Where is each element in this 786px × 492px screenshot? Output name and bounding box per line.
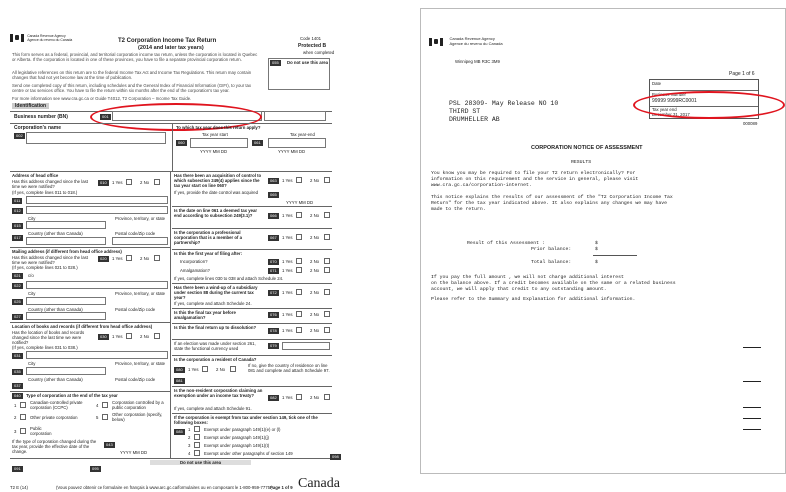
final-return-question: Is this the final return up to dissolution? [174, 325, 257, 330]
acquisition-yes-checkbox[interactable] [296, 177, 302, 183]
mailing-postal-label: Postal code/Zip code [115, 307, 156, 312]
deemed-no-label: 2 No [310, 213, 320, 218]
final-return-no-label: 2 No [310, 328, 320, 333]
noa-bn-value: 99999 9999RC0001 [652, 98, 697, 104]
incorporation-no-checkbox[interactable] [324, 258, 330, 264]
head-office-province-label: Province, territory, or state [115, 216, 166, 221]
deemed-yes-label: 1 Yes [282, 213, 293, 218]
code-072: 072 [270, 290, 277, 295]
final-amal-no-label: 2 No [310, 312, 320, 317]
head-office-question: Has this address changed since the last time we were notified? [12, 179, 88, 189]
type-change-date-format: YYYY MM DD [120, 450, 148, 455]
exempt-2-num: 2 [188, 435, 191, 440]
deemed-yes-checkbox[interactable] [296, 212, 302, 218]
code-095: 095 [92, 466, 99, 471]
incorporation-no-label: 2 No [310, 259, 320, 264]
head-office-postal-field[interactable] [112, 237, 168, 245]
acquisition-question: Has there been an acquisition of control to which subsection 249(4) applies since the tax year start on line 060? [174, 173, 262, 188]
noa-addressee-line-3: DRUMHELLER AB [449, 116, 500, 123]
code-091: 091 [14, 466, 21, 471]
t2-subtitle: (2014 and later tax years) [138, 45, 204, 51]
resident-no-label: 2 No [216, 367, 226, 372]
professional-yes-label: 1 Yes [282, 235, 293, 240]
exempt-1-num: 1 [188, 427, 191, 432]
exempt-3-num: 3 [188, 443, 191, 448]
head-office-heading: Address of head office [12, 173, 59, 178]
head-office-city-field[interactable] [26, 221, 106, 229]
mailing-province-label: Province, territory, or state [115, 291, 166, 296]
code-082: 082 [270, 395, 277, 400]
notice-of-assessment-page [420, 8, 786, 474]
canada-flag-icon [10, 34, 24, 42]
incorporation-yes-label: 1 Yes [282, 259, 293, 264]
code-071: 071 [270, 268, 277, 273]
other-corp-label: Other corporation (specify, below) [112, 412, 163, 422]
noa-para3-line-1: If you pay the full amount , we will not charge additional interest [431, 275, 624, 280]
books-note: (If yes, complete lines 031 to 038.) [12, 345, 78, 350]
head-office-line-011[interactable] [26, 196, 168, 204]
head-office-yes-label: 1 Yes [112, 180, 123, 185]
books-city-field[interactable] [26, 367, 106, 375]
when-completed-label: when completed [303, 50, 335, 55]
form-code: Code 1401 [300, 36, 322, 41]
final-amal-yes-checkbox[interactable] [296, 311, 302, 317]
noa-addressee-line-2: THIRD ST [449, 108, 481, 115]
canada-wordmark: Canada [298, 476, 340, 491]
type-1-num: 1 [14, 403, 17, 408]
mailing-no-checkbox[interactable] [154, 255, 160, 261]
exempt-4-checkbox[interactable] [194, 450, 200, 456]
noa-paragraph-refer: Please refer to the Summary and Explanation for additional information. [431, 297, 636, 302]
other-private-checkbox[interactable] [20, 414, 26, 420]
professional-no-checkbox[interactable] [324, 234, 330, 240]
code-067: 067 [270, 235, 277, 240]
do-not-use-area [268, 58, 330, 90]
exempt-question: If the corporation is exempt from tax under section 149, tick one of the following boxes: [174, 415, 318, 425]
books-yes-checkbox[interactable] [126, 333, 132, 339]
amalgamation-yes-checkbox[interactable] [296, 267, 302, 273]
head-office-country-field[interactable] [26, 237, 106, 245]
noa-total-dollar: $ [595, 260, 598, 265]
nonresident-no-label: 2 No [310, 395, 320, 400]
code-063: 063 [270, 178, 277, 183]
corporation-name-label: Corporation's name [14, 125, 62, 131]
care-of-label: c/o [28, 273, 34, 278]
margin-mark-4 [743, 418, 761, 419]
mailing-country-label: Country (other than Canada) [28, 307, 83, 312]
noa-results-heading: RESULTS [571, 160, 592, 165]
noa-page-number: Page 1 of 6 [729, 71, 755, 77]
code-025: 025 [14, 299, 21, 304]
code-011: 011 [14, 198, 21, 203]
footer-page-number: Page 1 of 9 [270, 485, 293, 490]
tax-year-start-label: Tax year start [202, 132, 228, 137]
mailing-no-label: 2 No [140, 256, 150, 261]
professional-no-label: 2 No [310, 235, 320, 240]
t2-form-page [0, 22, 342, 491]
head-office-postal-label: Postal code/Zip code [115, 231, 156, 236]
code-065: 065 [270, 192, 277, 197]
business-number-suffix-field[interactable] [264, 111, 326, 121]
noa-date-label: Date [652, 81, 662, 86]
resident-yes-checkbox[interactable] [202, 366, 208, 372]
tax-year-end-field[interactable] [268, 138, 326, 148]
books-country-label: Country (other than Canada) [28, 377, 83, 382]
margin-mark-1 [743, 347, 761, 348]
mailing-country-field[interactable] [26, 312, 106, 320]
do-not-use-label: Do not use this area [287, 60, 329, 65]
noa-agency-en: Canada Revenue Agency [449, 36, 495, 42]
identification-heading: Identification [12, 103, 49, 109]
windup-question: Has there been a wind-up of a subsidiary under section 88 during the current tax year? [174, 285, 258, 300]
head-office-city-label: City [28, 216, 36, 221]
exempt-4-label: Exempt under other paragraphs of section 149 [204, 451, 293, 456]
amalgamation-no-label: 2 No [310, 268, 320, 273]
code-085: 085 [176, 429, 183, 434]
noa-para2-line-3: made to the return. [431, 207, 486, 212]
first-year-question: Is this the first year of filing after: [174, 251, 243, 256]
resident-question: Is the corporation a resident of Canada? [174, 357, 257, 362]
other-private-label: Other private corporation [30, 415, 78, 420]
agency-name-en: Canada Revenue Agency [27, 34, 66, 38]
intro-paragraph-4: For more information see www.cra.gc.ca or Guide T4012, T2 Corporation – Income Tax Guide. [12, 96, 192, 101]
noa-para1-line-3: www.cra.gc.ca/corporation-internet. [431, 183, 532, 188]
noa-addressee-line-1: PSL 28309- May Release NO 10 [449, 100, 559, 107]
noa-title: CORPORATION NOTICE OF ASSESSMENT [531, 145, 643, 151]
type-changed-note: If the type of corporation changed during the tax year, provide the effective date of the change. [12, 439, 97, 454]
public-corp-checkbox[interactable] [20, 428, 26, 434]
code-002: 002 [16, 133, 23, 138]
final-return-yes-checkbox[interactable] [296, 327, 302, 333]
business-number-highlight-oval [633, 91, 785, 119]
tax-year-start-field[interactable] [190, 138, 248, 148]
type-3-num: 3 [14, 429, 17, 434]
election-question: If an election was made under section 261, state the functional currency used [174, 341, 256, 351]
noa-agency-fr: Agence du revenu du Canada [449, 40, 503, 46]
code-076: 076 [270, 312, 277, 317]
other-corp-checkbox[interactable] [102, 414, 108, 420]
mailing-heading: Mailing address (if different from head office address) [12, 249, 122, 254]
controlled-public-checkbox[interactable] [102, 402, 108, 408]
nonresident-note: If yes, complete and attach Schedule 91. [174, 406, 252, 411]
books-heading: Location of books and records (if different from head office address) [12, 324, 153, 329]
noa-paragraph-payment [431, 275, 676, 293]
noa-bn-label: Business Number [652, 92, 686, 97]
books-city-label: City [28, 361, 36, 366]
code-020: 020 [100, 256, 107, 261]
noa-reference-code: 000089 [743, 121, 758, 126]
code-098: 098 [332, 454, 339, 459]
code-001: 001 [102, 114, 109, 119]
acquisition-date-note: If yes, provide the date control was acquired [174, 190, 259, 195]
do-not-use-footer-area: Do not use this area [150, 460, 251, 465]
books-question: Has the location of books and records changed since the last time we were notified? [12, 330, 85, 345]
code-079: 079 [270, 343, 277, 348]
code-030: 030 [100, 334, 107, 339]
code-012: 012 [14, 208, 21, 213]
noa-paragraph-electronic [431, 171, 638, 189]
end-date-format: YYYY MM DD [278, 149, 306, 154]
nonresident-no-checkbox[interactable] [324, 394, 330, 400]
resident-yes-label: 1 Yes [188, 367, 199, 372]
amalgamation-yes-label: 1 Yes [282, 268, 293, 273]
amalgamation-note: If yes, complete lines 030 to 038 and attach Schedule 24. [174, 276, 284, 281]
canada-flag-icon [429, 38, 443, 46]
controlled-public-label: Corporation controlled by a public corporation [112, 400, 164, 410]
acquisition-no-checkbox[interactable] [324, 177, 330, 183]
code-035: 035 [14, 369, 21, 374]
noa-para3-line-3: account, we will apply that credit to any outstanding amount. [431, 287, 607, 292]
noa-result-dollar: $ [595, 241, 598, 246]
windup-note: If yes, complete and attach Schedule 24. [174, 301, 252, 306]
books-province-label: Province, territory, or state [115, 361, 166, 366]
mailing-city-label: City [28, 291, 36, 296]
noa-header-agency [429, 33, 503, 51]
code-081: 081 [176, 378, 183, 383]
start-date-format: YYYY MM DD [200, 149, 228, 154]
books-no-checkbox[interactable] [154, 333, 160, 339]
code-040: 040 [14, 393, 21, 398]
tax-year-end-label: Tax year-end [290, 132, 315, 137]
nonresident-question: Is the non-resident corporation claiming an exemption under an income tax treaty? [174, 388, 263, 398]
windup-yes-label: 1 Yes [282, 290, 293, 295]
nonresident-yes-checkbox[interactable] [296, 394, 302, 400]
mailing-question: Has this address changed since the last time we were notified? [12, 255, 88, 265]
footer-french-note: (Vous pouvez obtenir ce formulaire en français à www.arc.gc.ca/formulaires ou en composant le 1-800-959-7775.) [56, 485, 273, 490]
code-031: 031 [14, 353, 21, 358]
margin-mark-5 [743, 429, 761, 430]
noa-para1-line-1: You know you may be required to file your T2 return electronically? For [431, 171, 636, 176]
code-021: 021 [14, 273, 21, 278]
protected-b-label: Protected B [298, 43, 327, 49]
functional-currency-field[interactable] [282, 342, 330, 350]
code-080: 080 [176, 367, 183, 372]
noa-para2-line-2: Return" for the tax year indicated above. It also explains any changes we may have [431, 201, 668, 206]
final-return-yes-label: 1 Yes [282, 328, 293, 333]
noa-prior-label: Prior balance: [531, 247, 572, 252]
head-office-yes-checkbox[interactable] [126, 179, 132, 185]
type-2-num: 2 [14, 415, 17, 420]
code-022: 022 [14, 283, 21, 288]
acquisition-yes-label: 1 Yes [282, 178, 293, 183]
margin-mark-2 [743, 381, 761, 382]
head-office-no-checkbox[interactable] [154, 179, 160, 185]
corporation-name-field[interactable] [26, 132, 166, 144]
final-amal-no-checkbox[interactable] [324, 311, 330, 317]
amalgamation-no-checkbox[interactable] [324, 267, 330, 273]
code-061: 061 [254, 140, 261, 145]
incorporation-yes-checkbox[interactable] [296, 258, 302, 264]
windup-no-label: 2 No [310, 290, 320, 295]
professional-yes-checkbox[interactable] [296, 234, 302, 240]
mailing-note: (If yes, complete lines 021 to 028.) [12, 265, 78, 270]
code-070: 070 [270, 259, 277, 264]
code-015: 015 [14, 223, 21, 228]
resident-note: If no, give the country of residence on line 081 and complete and attach Schedule 97. [248, 363, 330, 373]
business-number-label: Business number (BN) [14, 114, 68, 120]
mailing-line-022[interactable] [26, 281, 168, 289]
ccpc-label: Canadian-controlled private corporation (CCPC) [30, 400, 83, 410]
code-017: 017 [14, 235, 21, 240]
books-postal-label: Postal code/Zip code [115, 377, 156, 382]
head-office-country-label: Country (other than Canada) [28, 231, 83, 236]
noa-para3-line-2: on the balance above. If a credit becomes available on the same or a related business [431, 281, 676, 286]
type-corp-heading: Type of corporation at the end of the tax year [26, 393, 118, 398]
t2-title: T2 Corporation Income Tax Return [118, 38, 217, 44]
head-office-no-label: 2 No [140, 180, 150, 185]
noa-para1-line-2: information on this requirement and the service in general, please visit [431, 177, 639, 182]
t2-header-agency [10, 34, 72, 42]
public-corp-label: Public corporation [30, 426, 52, 436]
noa-total-label: Total balance: [531, 260, 572, 265]
code-055: 055 [272, 60, 279, 65]
margin-mark-3 [743, 407, 761, 408]
acquisition-date-format: YYYY MM DD [286, 200, 314, 205]
amalgamation-label: Amalgamation? [180, 268, 210, 273]
code-027: 027 [14, 314, 21, 319]
final-amal-yes-label: 1 Yes [282, 312, 293, 317]
mailing-city-field[interactable] [26, 297, 106, 305]
exempt-4-num: 4 [188, 451, 191, 456]
code-066: 066 [270, 213, 277, 218]
noa-addressee-block [449, 100, 558, 124]
deemed-question: Is the date on line 061 a deemed tax year end according to subsection 249(3.1)? [174, 208, 258, 218]
noa-period-value: December 31, 2017 [652, 112, 690, 117]
deemed-no-checkbox[interactable] [324, 212, 330, 218]
agency-name-fr: Agence du revenu du Canada [27, 38, 73, 42]
noa-period-label: Tax year end [652, 107, 677, 112]
noa-para2-line-1: This notice explains the results of our assessment of the "T2 Corporation Income Tax [431, 195, 673, 200]
noa-result-label: Result of this Assessment : [467, 241, 545, 246]
type-4-num: 4 [96, 403, 99, 408]
code-010: 010 [100, 180, 107, 185]
noa-paragraph-explanation [431, 195, 673, 213]
exempt-1-checkbox[interactable] [194, 426, 200, 432]
footer-form-number: T2 E (14) [10, 485, 28, 490]
exempt-1-label: Exempt under paragraph 149(1)(e) or (l) [204, 427, 281, 432]
exempt-2-label: Exempt under paragraph 149(1)(j) [204, 435, 269, 440]
nonresident-yes-label: 1 Yes [282, 395, 293, 400]
books-yes-label: 1 Yes [112, 334, 123, 339]
noa-prior-dollar: $ [595, 247, 598, 252]
intro-paragraph-2: All legislative references on this return are to the federal Income Tax Act and Income Tax Regulations. This return may contain changes that had not yet become law at the time of publication. [12, 70, 252, 80]
ccpc-checkbox[interactable] [20, 402, 26, 408]
head-office-line-012[interactable] [26, 206, 168, 214]
books-line-031[interactable] [26, 351, 168, 359]
type-5-num: 5 [96, 415, 99, 420]
final-return-no-checkbox[interactable] [324, 327, 330, 333]
mailing-yes-checkbox[interactable] [126, 255, 132, 261]
code-060: 060 [178, 140, 185, 145]
exempt-3-checkbox[interactable] [194, 442, 200, 448]
code-037: 037 [14, 383, 21, 388]
head-office-note: (If yes, complete lines 011 to 018.) [12, 190, 78, 195]
incorporation-label: Incorporation? [180, 259, 208, 264]
windup-yes-checkbox[interactable] [296, 289, 302, 295]
final-amalgamation-question: Is this the final tax year before amalgamation? [174, 310, 236, 320]
tax-year-question: To which tax year does this return apply? [176, 125, 261, 130]
code-078: 078 [270, 328, 277, 333]
exempt-2-checkbox[interactable] [194, 434, 200, 440]
resident-no-checkbox[interactable] [230, 366, 236, 372]
windup-no-checkbox[interactable] [324, 289, 330, 295]
code-043: 043 [106, 442, 113, 447]
mailing-yes-label: 1 Yes [112, 256, 123, 261]
noa-return-address: Winnipeg MB R3C 3M9 [455, 59, 500, 64]
books-no-label: 2 No [140, 334, 150, 339]
acquisition-no-label: 2 No [310, 178, 320, 183]
intro-paragraph-1: This form serves as a federal, provincial, and territorial corporation income tax return, unless the corporation is located in Quebec or Alberta. If the corporation is located in one of these provinces, you have to file a separate provincial corporation return. [12, 52, 258, 62]
professional-question: Is the corporation a professional corporation that is a member of a partnership? [174, 230, 243, 245]
intro-paragraph-3: Send one completed copy of this return, including schedules and the General Index of Financial Information (GIFI), to your tax centre or tax services office. You have to file the return within six months after the end of the corporation's tax year. [12, 83, 252, 93]
exempt-3-label: Exempt under paragraph 149(1)(t) [204, 443, 270, 448]
